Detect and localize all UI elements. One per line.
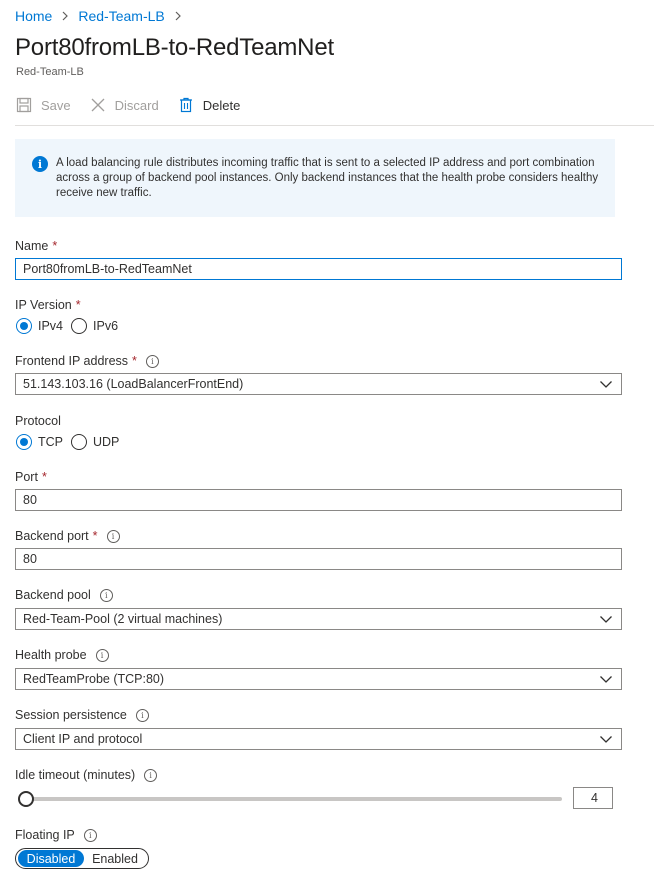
info-tooltip-icon[interactable]: i [107,530,120,543]
frontend-ip-label-text: Frontend IP address [15,354,129,368]
breadcrumb-home-link[interactable]: Home [15,8,53,24]
radio-udp-label: UDP [93,435,120,449]
idle-timeout-slider-thumb[interactable] [18,791,34,807]
session-persistence-dropdown[interactable] [15,728,622,750]
radio-unchecked-icon [71,434,87,450]
chevron-right-icon [61,9,69,24]
save-button[interactable] [15,96,71,114]
discard-button[interactable] [89,96,159,114]
discard-label: Discard [114,97,159,113]
save-icon [15,96,33,114]
info-tooltip-icon[interactable]: i [146,355,159,368]
name-label [15,239,57,253]
backend-pool-label [15,588,113,602]
session-persistence-value: Client IP and protocol [23,732,143,746]
ip-version-label-text: IP Version [15,298,72,312]
name-label-text: Name [15,239,49,253]
frontend-ip-value: 51.143.103.16 (LoadBalancerFrontEnd) [23,377,244,391]
idle-timeout-label-text: Idle timeout (minutes) [15,768,136,782]
health-probe-label [15,648,109,662]
radio-ipv6-label: IPv6 [93,319,119,333]
backend-pool-dropdown[interactable] [15,608,622,630]
required-marker: * [52,239,58,253]
chevron-down-icon [599,732,613,746]
radio-ipv4[interactable] [16,318,63,334]
port-input[interactable]: 80 [15,489,622,511]
floating-ip-enabled-option[interactable]: Enabled [92,851,138,866]
health-probe-value: RedTeamProbe (TCP:80) [23,672,165,686]
radio-unchecked-icon [71,318,87,334]
chevron-down-icon [599,377,613,391]
delete-label: Delete [202,97,241,113]
floating-ip-disabled-option[interactable]: Disabled [18,850,84,867]
required-marker: * [92,529,98,543]
radio-tcp-label: TCP [38,435,63,449]
idle-timeout-input[interactable]: 4 [573,787,613,809]
ip-version-label [15,298,81,312]
frontend-ip-label [15,354,159,368]
close-icon [89,96,107,114]
idle-timeout-label [15,768,157,782]
chevron-down-icon [599,612,613,626]
session-persistence-label-text: Session persistence [15,708,127,722]
backend-port-label-text: Backend port [15,529,89,543]
health-probe-dropdown[interactable] [15,668,622,690]
backend-port-label [15,529,120,543]
floating-ip-label-text: Floating IP [15,828,75,842]
trash-icon [177,96,195,114]
breadcrumb-parent-link[interactable]: Red-Team-LB [78,8,165,24]
idle-timeout-slider-track[interactable] [26,797,562,801]
command-bar [15,96,258,114]
session-persistence-label [15,708,149,722]
ip-version-radio-group [16,318,126,334]
health-probe-label-text: Health probe [15,648,87,662]
port-label [15,470,47,484]
info-tooltip-icon[interactable]: i [136,709,149,722]
backend-pool-value: Red-Team-Pool (2 virtual machines) [23,612,223,626]
name-input[interactable]: Port80fromLB-to-RedTeamNet [15,258,622,280]
info-tooltip-icon[interactable]: i [96,649,109,662]
backend-port-input[interactable]: 80 [15,548,622,570]
info-tooltip-icon[interactable]: i [144,769,157,782]
port-label-text: Port [15,470,38,484]
radio-ipv4-label: IPv4 [38,319,64,333]
radio-tcp[interactable] [16,434,63,450]
chevron-down-icon [599,672,613,686]
required-marker: * [75,298,81,312]
breadcrumb [15,8,191,24]
info-text: A load balancing rule distributes incoming traffic that is sent to a selected IP address and port combination across a group of backend pool instances. Only backend instances that the health probe considers healthy receive new traffic. [56,157,599,199]
radio-checked-icon [16,318,32,334]
info-tooltip-icon[interactable]: i [100,589,113,602]
page-title: Port80fromLB-to-RedTeamNet [15,34,334,61]
info-icon: i [32,156,48,172]
info-tooltip-icon[interactable]: i [84,829,97,842]
protocol-label-text: Protocol [15,414,61,428]
floating-ip-label [15,828,97,842]
frontend-ip-dropdown[interactable] [15,373,622,395]
save-label: Save [41,97,71,113]
page-subtitle: Red-Team-LB [16,66,84,78]
required-marker: * [132,354,137,368]
floating-ip-toggle [15,848,149,869]
protocol-label [15,414,61,428]
protocol-radio-group [16,434,127,450]
backend-pool-label-text: Backend pool [15,588,91,602]
radio-udp[interactable] [71,434,119,450]
chevron-right-icon [174,9,182,24]
radio-ipv6[interactable] [71,318,118,334]
delete-button[interactable] [177,96,241,114]
radio-checked-icon [16,434,32,450]
toolbar-divider [15,125,654,126]
required-marker: * [41,470,47,484]
